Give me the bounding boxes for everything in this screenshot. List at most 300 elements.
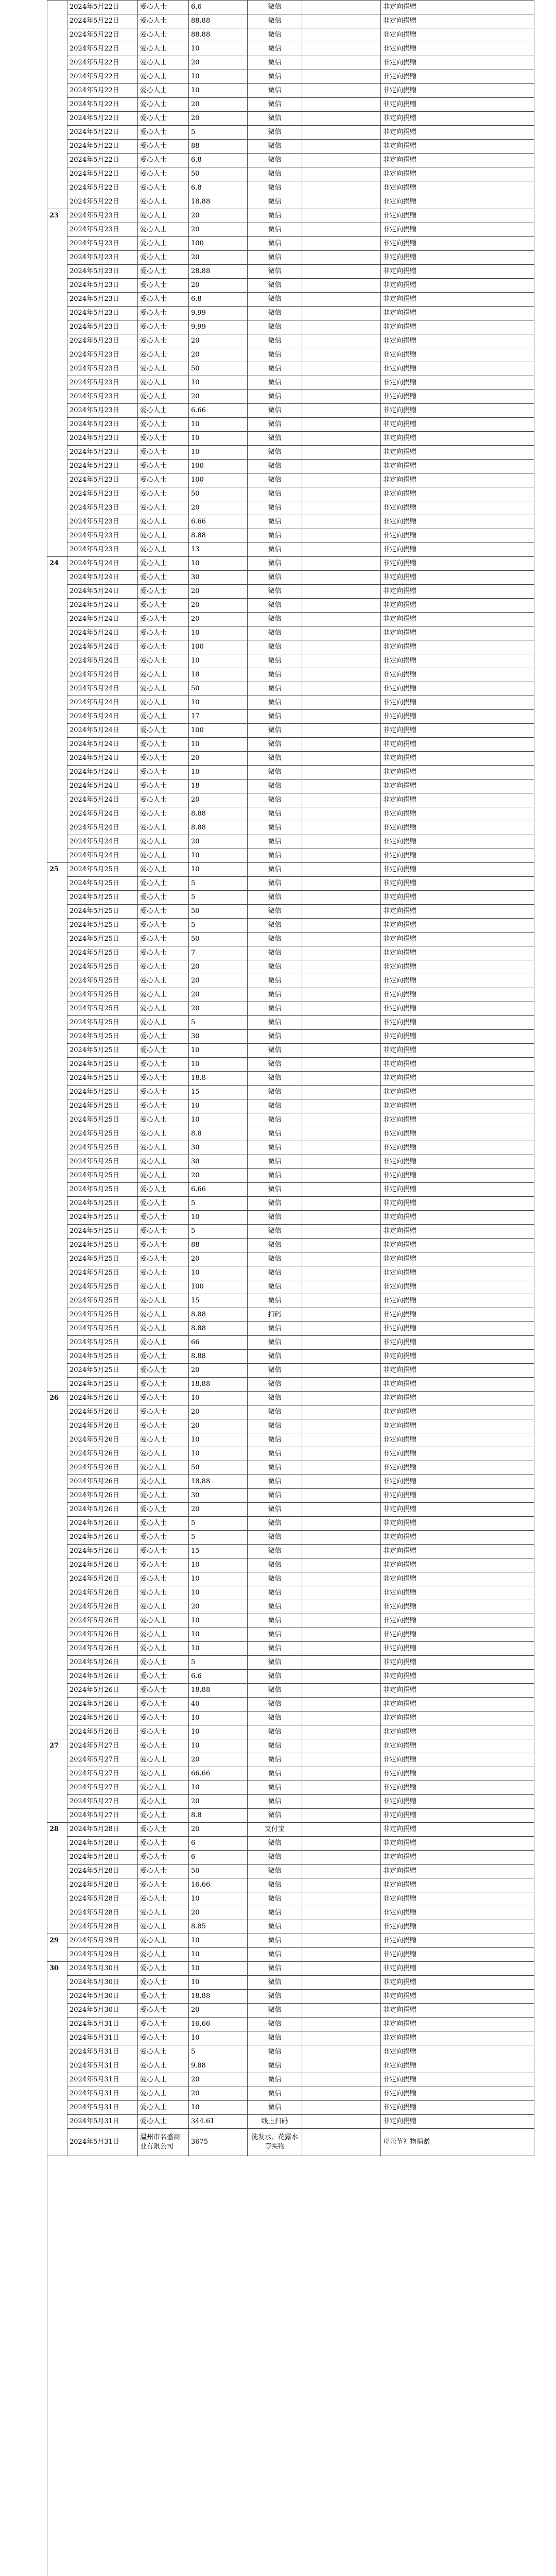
donation-purpose: 非定向捐赠 bbox=[381, 891, 534, 905]
donation-purpose: 非定向捐赠 bbox=[381, 1475, 534, 1489]
donation-channel: 微信 bbox=[248, 473, 302, 487]
donation-blank bbox=[302, 1642, 381, 1656]
donation-blank bbox=[302, 1628, 381, 1642]
donation-purpose: 非定向捐赠 bbox=[381, 181, 534, 195]
donation-row bbox=[47, 140, 534, 154]
donation-channel: 微信 bbox=[248, 710, 302, 724]
donation-row bbox=[47, 710, 534, 724]
donation-purpose: 非定向捐赠 bbox=[381, 779, 534, 793]
donation-row bbox=[47, 529, 534, 543]
donation-amount: 20 bbox=[189, 1906, 248, 1920]
donation-date: 2024年5月24日 bbox=[67, 835, 138, 849]
donation-donor: 爱心人士 bbox=[138, 933, 189, 946]
donation-row bbox=[47, 1906, 534, 1920]
donation-row bbox=[47, 56, 534, 70]
donation-donor: 爱心人士 bbox=[138, 1447, 189, 1461]
donation-date: 2024年5月26日 bbox=[67, 1572, 138, 1586]
donation-blank bbox=[302, 293, 381, 307]
donation-purpose: 非定向捐赠 bbox=[381, 1266, 534, 1280]
donation-purpose: 非定向捐赠 bbox=[381, 752, 534, 766]
donation-purpose: 非定向捐赠 bbox=[381, 599, 534, 613]
donation-date: 2024年5月29日 bbox=[67, 1934, 138, 1948]
donation-blank bbox=[302, 1350, 381, 1364]
donation-amount: 20 bbox=[189, 2004, 248, 2018]
donation-row bbox=[47, 1725, 534, 1739]
donation-date: 2024年5月25日 bbox=[67, 1280, 138, 1294]
donation-date: 2024年5月22日 bbox=[67, 98, 138, 112]
donation-amount: 20 bbox=[189, 348, 248, 362]
donation-row bbox=[47, 1851, 534, 1865]
donation-purpose: 非定向捐赠 bbox=[381, 1294, 534, 1308]
donation-purpose: 非定向捐赠 bbox=[381, 529, 534, 543]
donation-blank bbox=[302, 946, 381, 960]
donation-row bbox=[47, 2087, 534, 2101]
donation-blank bbox=[302, 1322, 381, 1336]
donation-channel: 微信 bbox=[248, 2018, 302, 2031]
donation-amount: 50 bbox=[189, 933, 248, 946]
donation-date: 2024年5月23日 bbox=[67, 418, 138, 432]
donation-amount: 6.8 bbox=[189, 181, 248, 195]
donation-row bbox=[47, 1948, 534, 1962]
donation-amount: 10 bbox=[189, 654, 248, 668]
donation-amount: 10 bbox=[189, 1558, 248, 1572]
donation-date: 2024年5月26日 bbox=[67, 1475, 138, 1489]
donation-channel: 微信 bbox=[248, 724, 302, 738]
donation-amount: 13 bbox=[189, 543, 248, 557]
donation-amount: 30 bbox=[189, 1489, 248, 1503]
donation-row bbox=[47, 28, 534, 42]
donation-blank bbox=[302, 1962, 381, 1976]
donation-row bbox=[47, 1058, 534, 1072]
donation-row bbox=[47, 1183, 534, 1197]
donation-blank bbox=[302, 362, 381, 376]
donation-purpose: 非定向捐赠 bbox=[381, 1225, 534, 1239]
donation-date: 2024年5月24日 bbox=[67, 571, 138, 585]
donation-date: 2024年5月25日 bbox=[67, 1266, 138, 1280]
donation-channel: 微信 bbox=[248, 2059, 302, 2073]
donation-date: 2024年5月22日 bbox=[67, 112, 138, 126]
donation-purpose: 非定向捐赠 bbox=[381, 1280, 534, 1294]
donation-blank bbox=[302, 835, 381, 849]
donation-donor: 爱心人士 bbox=[138, 988, 189, 1002]
donation-donor: 爱心人士 bbox=[138, 1739, 189, 1753]
donation-blank bbox=[302, 1753, 381, 1767]
donation-donor: 爱心人士 bbox=[138, 1753, 189, 1767]
donation-purpose: 非定向捐赠 bbox=[381, 1906, 534, 1920]
donation-blank bbox=[302, 223, 381, 237]
donation-row bbox=[47, 1016, 534, 1030]
donation-blank bbox=[302, 2059, 381, 2073]
donation-row bbox=[47, 515, 534, 529]
donation-date: 2024年5月25日 bbox=[67, 905, 138, 919]
donation-row bbox=[47, 126, 534, 140]
donation-blank bbox=[302, 599, 381, 613]
donation-amount: 10 bbox=[189, 446, 248, 460]
donation-purpose: 非定向捐赠 bbox=[381, 154, 534, 167]
donation-purpose: 非定向捐赠 bbox=[381, 543, 534, 557]
donation-blank bbox=[302, 334, 381, 348]
donation-purpose: 非定向捐赠 bbox=[381, 1878, 534, 1892]
day-group-label: 26 bbox=[47, 1392, 67, 1739]
donation-donor: 温州市名盛商业有限公司 bbox=[138, 2129, 189, 2156]
donation-channel: 微信 bbox=[248, 2087, 302, 2101]
donation-channel: 微信 bbox=[248, 1169, 302, 1183]
donation-row bbox=[47, 1127, 534, 1141]
donation-purpose: 非定向捐赠 bbox=[381, 1711, 534, 1725]
donation-row bbox=[47, 863, 534, 877]
donation-donor: 爱心人士 bbox=[138, 1948, 189, 1962]
donation-row bbox=[47, 960, 534, 974]
donation-amount: 10 bbox=[189, 2101, 248, 2115]
donation-purpose: 非定向捐赠 bbox=[381, 293, 534, 307]
donation-donor: 爱心人士 bbox=[138, 1239, 189, 1252]
donation-blank bbox=[302, 446, 381, 460]
donation-channel: 微信 bbox=[248, 849, 302, 863]
donation-blank bbox=[302, 1378, 381, 1392]
donation-donor: 爱心人士 bbox=[138, 849, 189, 863]
donation-purpose: 非定向捐赠 bbox=[381, 140, 534, 154]
donation-donor: 爱心人士 bbox=[138, 1517, 189, 1531]
donation-amount: 20 bbox=[189, 1419, 248, 1433]
donation-purpose: 非定向捐赠 bbox=[381, 793, 534, 807]
donation-channel: 支付宝 bbox=[248, 1823, 302, 1837]
donation-channel: 微信 bbox=[248, 1725, 302, 1739]
donation-date: 2024年5月26日 bbox=[67, 1725, 138, 1739]
donation-amount: 8.88 bbox=[189, 1322, 248, 1336]
donation-row bbox=[47, 1, 534, 14]
donation-channel: 微信 bbox=[248, 1545, 302, 1558]
donation-date: 2024年5月26日 bbox=[67, 1545, 138, 1558]
donation-purpose: 非定向捐赠 bbox=[381, 473, 534, 487]
donation-row bbox=[47, 1155, 534, 1169]
donation-donor: 爱心人士 bbox=[138, 154, 189, 167]
donation-amount: 20 bbox=[189, 251, 248, 265]
donation-channel: 微信 bbox=[248, 793, 302, 807]
donation-channel: 微信 bbox=[248, 1405, 302, 1419]
donation-purpose: 非定向捐赠 bbox=[381, 1183, 534, 1197]
donation-donor: 爱心人士 bbox=[138, 1044, 189, 1058]
donation-row bbox=[47, 14, 534, 28]
donation-date: 2024年5月25日 bbox=[67, 974, 138, 988]
donation-channel: 微信 bbox=[248, 1531, 302, 1545]
donation-row bbox=[47, 1711, 534, 1725]
donation-amount: 10 bbox=[189, 418, 248, 432]
donation-date: 2024年5月26日 bbox=[67, 1684, 138, 1698]
donation-donor: 爱心人士 bbox=[138, 2101, 189, 2115]
donation-blank bbox=[302, 571, 381, 585]
donation-purpose: 非定向捐赠 bbox=[381, 585, 534, 599]
donation-donor: 爱心人士 bbox=[138, 2115, 189, 2129]
donation-channel: 微信 bbox=[248, 1642, 302, 1656]
donation-amount: 15 bbox=[189, 1294, 248, 1308]
donation-amount: 10 bbox=[189, 1447, 248, 1461]
donation-purpose: 非定向捐赠 bbox=[381, 126, 534, 140]
donation-donor: 爱心人士 bbox=[138, 1558, 189, 1572]
donation-channel: 微信 bbox=[248, 1572, 302, 1586]
donation-purpose: 非定向捐赠 bbox=[381, 1072, 534, 1086]
donation-date: 2024年5月25日 bbox=[67, 1030, 138, 1044]
donation-date: 2024年5月25日 bbox=[67, 1294, 138, 1308]
donation-date: 2024年5月26日 bbox=[67, 1461, 138, 1475]
donation-amount: 6.8 bbox=[189, 154, 248, 167]
donation-date: 2024年5月23日 bbox=[67, 543, 138, 557]
donation-channel: 微信 bbox=[248, 1322, 302, 1336]
donation-date: 2024年5月22日 bbox=[67, 167, 138, 181]
donation-blank bbox=[302, 1670, 381, 1684]
donation-amount: 8.88 bbox=[189, 1308, 248, 1322]
donation-purpose: 非定向捐赠 bbox=[381, 1572, 534, 1586]
donation-blank bbox=[302, 779, 381, 793]
donation-purpose: 非定向捐赠 bbox=[381, 1503, 534, 1517]
donation-donor: 爱心人士 bbox=[138, 1266, 189, 1280]
donation-row bbox=[47, 1405, 534, 1419]
donation-row bbox=[47, 1545, 534, 1558]
donation-amount: 10 bbox=[189, 1962, 248, 1976]
donation-blank bbox=[302, 1113, 381, 1127]
donation-purpose: 非定向捐赠 bbox=[381, 195, 534, 209]
donation-donor: 爱心人士 bbox=[138, 1016, 189, 1030]
donation-purpose: 非定向捐赠 bbox=[381, 1962, 534, 1976]
donation-channel: 微信 bbox=[248, 1336, 302, 1350]
donation-row bbox=[47, 1447, 534, 1461]
donation-purpose: 非定向捐赠 bbox=[381, 1976, 534, 1990]
donation-date: 2024年5月22日 bbox=[67, 56, 138, 70]
day-group-label bbox=[47, 1, 67, 209]
donation-purpose: 非定向捐赠 bbox=[381, 1169, 534, 1183]
donation-date: 2024年5月28日 bbox=[67, 1823, 138, 1837]
donation-blank bbox=[302, 1239, 381, 1252]
donation-purpose: 非定向捐赠 bbox=[381, 946, 534, 960]
donation-date: 2024年5月25日 bbox=[67, 1072, 138, 1086]
donation-purpose: 非定向捐赠 bbox=[381, 1656, 534, 1670]
donation-amount: 20 bbox=[189, 1753, 248, 1767]
donation-blank bbox=[302, 237, 381, 251]
donation-date: 2024年5月23日 bbox=[67, 473, 138, 487]
donation-amount: 20 bbox=[189, 56, 248, 70]
donation-channel: 微信 bbox=[248, 1698, 302, 1711]
donation-donor: 爱心人士 bbox=[138, 571, 189, 585]
donation-blank bbox=[302, 1169, 381, 1183]
donation-donor: 爱心人士 bbox=[138, 1920, 189, 1934]
donation-row bbox=[47, 1225, 534, 1239]
donation-date: 2024年5月28日 bbox=[67, 1837, 138, 1851]
donation-date: 2024年5月23日 bbox=[67, 334, 138, 348]
donation-purpose: 非定向捐赠 bbox=[381, 1934, 534, 1948]
donation-row bbox=[47, 223, 534, 237]
donation-amount: 20 bbox=[189, 1823, 248, 1837]
donation-channel: 微信 bbox=[248, 404, 302, 418]
donation-date: 2024年5月26日 bbox=[67, 1433, 138, 1447]
donation-row bbox=[47, 195, 534, 209]
donation-amount: 100 bbox=[189, 460, 248, 473]
donation-row bbox=[47, 654, 534, 668]
donation-row bbox=[47, 696, 534, 710]
donation-row bbox=[47, 1211, 534, 1225]
donation-date: 2024年5月25日 bbox=[67, 946, 138, 960]
donation-amount: 20 bbox=[189, 279, 248, 293]
donation-blank bbox=[302, 1531, 381, 1545]
donation-date: 2024年5月27日 bbox=[67, 1809, 138, 1823]
donation-purpose: 非定向捐赠 bbox=[381, 1795, 534, 1809]
day-group-label: 23 bbox=[47, 209, 67, 557]
donation-purpose: 非定向捐赠 bbox=[381, 265, 534, 279]
donation-row bbox=[47, 1572, 534, 1586]
donation-date: 2024年5月26日 bbox=[67, 1531, 138, 1545]
donation-amount: 10 bbox=[189, 696, 248, 710]
donation-amount: 6.6 bbox=[189, 1670, 248, 1684]
donation-date: 2024年5月31日 bbox=[67, 2018, 138, 2031]
donation-date: 2024年5月23日 bbox=[67, 209, 138, 223]
donation-donor: 爱心人士 bbox=[138, 668, 189, 682]
donation-row bbox=[47, 265, 534, 279]
donation-blank bbox=[302, 710, 381, 724]
donation-purpose: 非定向捐赠 bbox=[381, 835, 534, 849]
donation-row bbox=[47, 307, 534, 320]
donation-date: 2024年5月23日 bbox=[67, 446, 138, 460]
donation-donor: 爱心人士 bbox=[138, 1419, 189, 1433]
donation-channel: 微信 bbox=[248, 154, 302, 167]
donation-blank bbox=[302, 1280, 381, 1294]
donation-blank bbox=[302, 1600, 381, 1614]
donation-amount: 10 bbox=[189, 1099, 248, 1113]
donation-purpose: 非定向捐赠 bbox=[381, 112, 534, 126]
donation-donor: 爱心人士 bbox=[138, 1433, 189, 1447]
donation-purpose: 非定向捐赠 bbox=[381, 1, 534, 14]
donation-purpose: 非定向捐赠 bbox=[381, 2004, 534, 2018]
donation-row bbox=[47, 1489, 534, 1503]
donation-purpose: 非定向捐赠 bbox=[381, 849, 534, 863]
donation-channel: 微信 bbox=[248, 626, 302, 640]
donation-blank bbox=[302, 1558, 381, 1572]
donation-channel: 微信 bbox=[248, 167, 302, 181]
donation-purpose: 非定向捐赠 bbox=[381, 209, 534, 223]
donation-channel: 微信 bbox=[248, 320, 302, 334]
donation-row bbox=[47, 557, 534, 571]
donation-amount: 6 bbox=[189, 1851, 248, 1865]
donation-donor: 爱心人士 bbox=[138, 1642, 189, 1656]
donation-blank bbox=[302, 112, 381, 126]
donation-donor: 爱心人士 bbox=[138, 42, 189, 56]
donation-channel: 微信 bbox=[248, 599, 302, 613]
donation-row bbox=[47, 793, 534, 807]
donation-date: 2024年5月25日 bbox=[67, 1113, 138, 1127]
donation-blank bbox=[302, 1252, 381, 1266]
donation-row bbox=[47, 988, 534, 1002]
donation-donor: 爱心人士 bbox=[138, 1878, 189, 1892]
donation-row bbox=[47, 1002, 534, 1016]
donation-blank bbox=[302, 1461, 381, 1475]
donation-amount: 66 bbox=[189, 1336, 248, 1350]
donation-purpose: 非定向捐赠 bbox=[381, 2031, 534, 2045]
donation-channel: 微信 bbox=[248, 251, 302, 265]
donation-channel: 微信 bbox=[248, 1475, 302, 1489]
donation-channel: 微信 bbox=[248, 640, 302, 654]
donation-donor: 爱心人士 bbox=[138, 1572, 189, 1586]
donation-blank bbox=[302, 515, 381, 529]
donation-date: 2024年5月30日 bbox=[67, 1962, 138, 1976]
donation-blank bbox=[302, 2018, 381, 2031]
donation-purpose: 非定向捐赠 bbox=[381, 1252, 534, 1266]
donation-purpose: 非定向捐赠 bbox=[381, 919, 534, 933]
donation-donor: 爱心人士 bbox=[138, 891, 189, 905]
donation-amount: 20 bbox=[189, 974, 248, 988]
donation-row bbox=[47, 1837, 534, 1851]
donation-channel: 微信 bbox=[248, 1628, 302, 1642]
donation-blank bbox=[302, 487, 381, 501]
donation-channel: 微信 bbox=[248, 1948, 302, 1962]
donation-row bbox=[47, 1350, 534, 1364]
donation-blank bbox=[302, 1072, 381, 1086]
donation-row bbox=[47, 446, 534, 460]
donation-date: 2024年5月24日 bbox=[67, 696, 138, 710]
donation-row bbox=[47, 1392, 534, 1405]
donation-channel: 微信 bbox=[248, 376, 302, 390]
donation-donor: 爱心人士 bbox=[138, 56, 189, 70]
donation-purpose: 非定向捐赠 bbox=[381, 515, 534, 529]
donation-purpose: 非定向捐赠 bbox=[381, 738, 534, 752]
donation-donor: 爱心人士 bbox=[138, 1, 189, 14]
donation-donor: 爱心人士 bbox=[138, 446, 189, 460]
donation-purpose: 非定向捐赠 bbox=[381, 1517, 534, 1531]
donation-row bbox=[47, 1628, 534, 1642]
donation-amount: 40 bbox=[189, 1698, 248, 1711]
donation-blank bbox=[302, 849, 381, 863]
donation-channel: 微信 bbox=[248, 1433, 302, 1447]
donation-blank bbox=[302, 14, 381, 28]
donation-date: 2024年5月26日 bbox=[67, 1392, 138, 1405]
donation-channel: 微信 bbox=[248, 1670, 302, 1684]
donation-channel: 微信 bbox=[248, 1239, 302, 1252]
donation-donor: 爱心人士 bbox=[138, 2073, 189, 2087]
donation-donor: 爱心人士 bbox=[138, 181, 189, 195]
donation-donor: 爱心人士 bbox=[138, 1489, 189, 1503]
donation-channel: 微信 bbox=[248, 543, 302, 557]
donation-blank bbox=[302, 181, 381, 195]
donation-row bbox=[47, 460, 534, 473]
donation-row bbox=[47, 2004, 534, 2018]
donation-blank bbox=[302, 1976, 381, 1990]
donation-date: 2024年5月24日 bbox=[67, 682, 138, 696]
donation-purpose: 非定向捐赠 bbox=[381, 2101, 534, 2115]
donation-row bbox=[47, 432, 534, 446]
donation-blank bbox=[302, 891, 381, 905]
donation-purpose: 非定向捐赠 bbox=[381, 682, 534, 696]
donation-date: 2024年5月31日 bbox=[67, 2045, 138, 2059]
donation-purpose: 非定向捐赠 bbox=[381, 1405, 534, 1419]
donation-amount: 20 bbox=[189, 1503, 248, 1517]
donation-purpose: 非定向捐赠 bbox=[381, 1739, 534, 1753]
donation-row bbox=[47, 1461, 534, 1475]
donation-blank bbox=[302, 2129, 381, 2156]
donation-donor: 爱心人士 bbox=[138, 1294, 189, 1308]
donation-donor: 爱心人士 bbox=[138, 1461, 189, 1475]
donation-blank bbox=[302, 766, 381, 779]
donation-channel: 微信 bbox=[248, 1378, 302, 1392]
donation-channel: 微信 bbox=[248, 752, 302, 766]
donation-date: 2024年5月25日 bbox=[67, 1225, 138, 1239]
donation-row bbox=[47, 1294, 534, 1308]
donation-purpose: 非定向捐赠 bbox=[381, 571, 534, 585]
donation-blank bbox=[302, 1823, 381, 1837]
donation-purpose: 非定向捐赠 bbox=[381, 1058, 534, 1072]
donation-channel: 微信 bbox=[248, 209, 302, 223]
donation-donor: 爱心人士 bbox=[138, 404, 189, 418]
donation-row bbox=[47, 1753, 534, 1767]
donation-channel: 微信 bbox=[248, 1851, 302, 1865]
donation-amount: 10 bbox=[189, 849, 248, 863]
donation-channel: 微信 bbox=[248, 2031, 302, 2045]
day-group-label: 30 bbox=[47, 1962, 67, 2156]
